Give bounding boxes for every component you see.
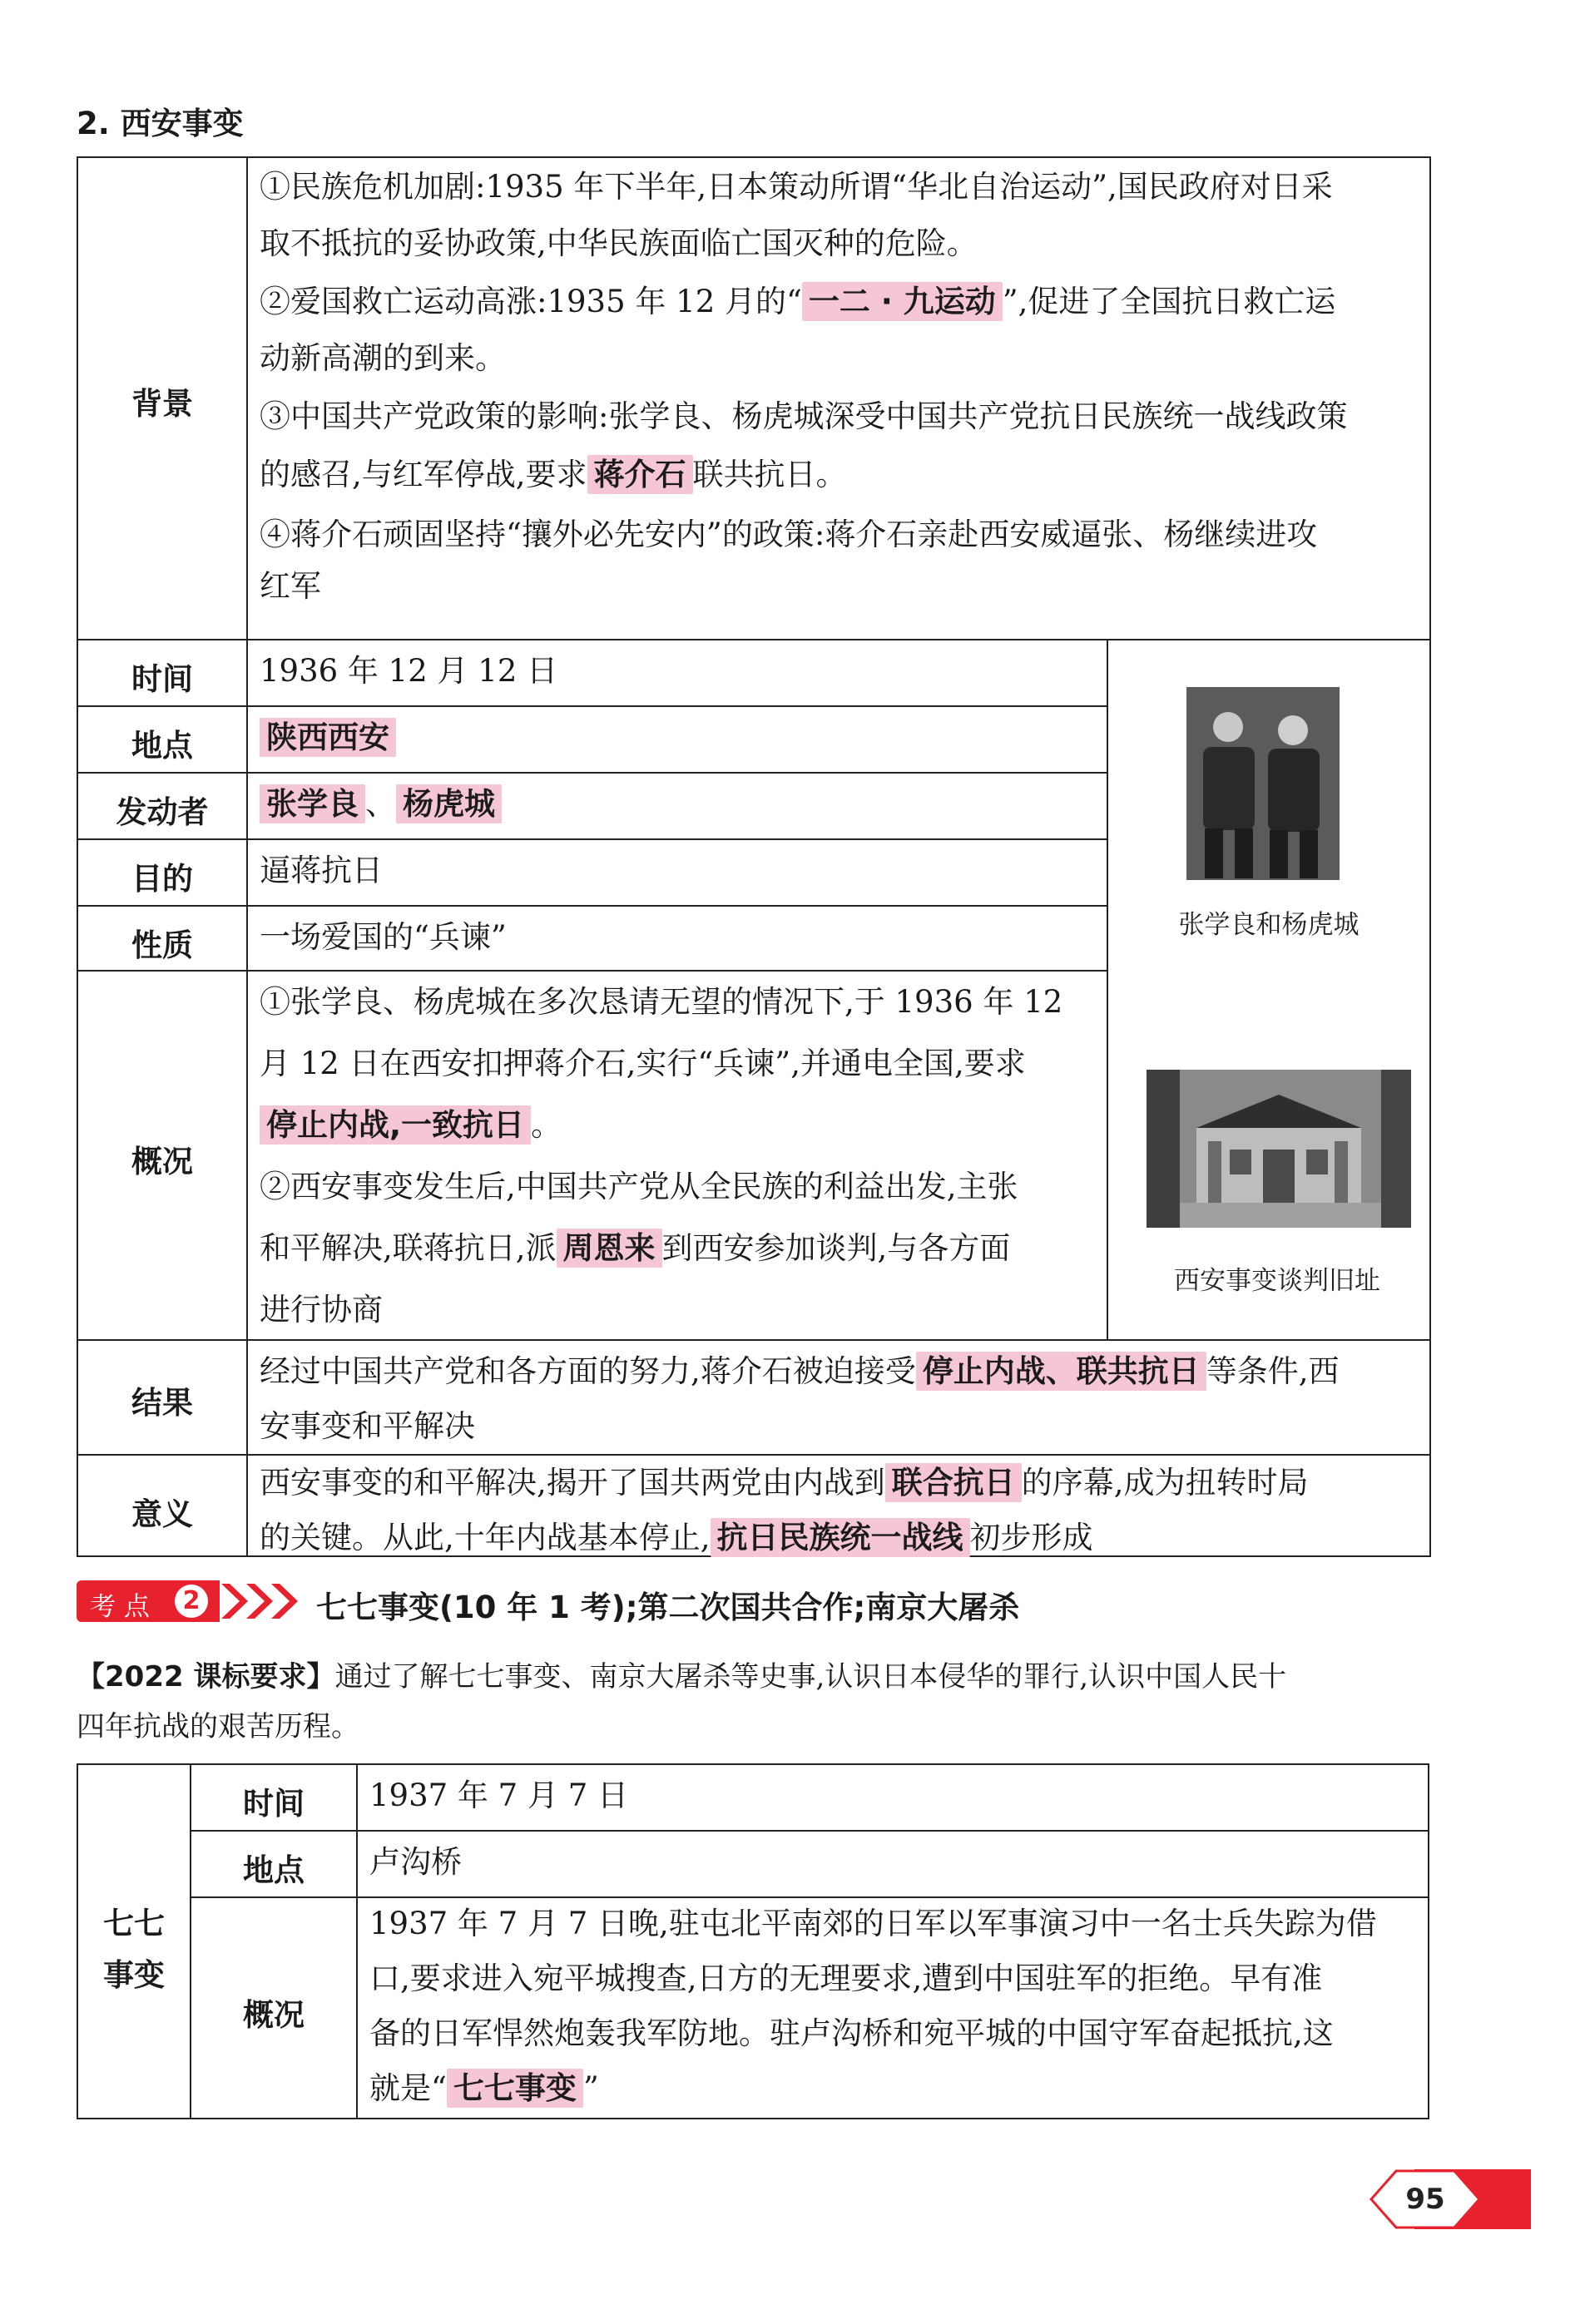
time-value: 1936 年 12 月 12 日 xyxy=(260,653,558,689)
july7-group-line1: 七七 xyxy=(103,1906,165,1941)
july7-overview-l4-post: ” xyxy=(582,2070,599,2106)
july7-overview-line2: 口,要求进入宛平城搜查,日方的无理要求,遭到中国驻军的拒绝。早有准 xyxy=(369,1961,1323,1996)
kaodian-badge xyxy=(77,1580,220,1622)
highlight-stop-civil-war: 停止内战,一致抗日 xyxy=(260,1105,531,1145)
result-pre: 经过中国共产党和各方面的努力,蒋介石被迫接受 xyxy=(260,1353,916,1389)
overview-line1: ①张学良、杨虎城在多次恳请无望的情况下,于 1936 年 12 xyxy=(260,984,1063,1020)
purpose-value: 逼蒋抗日 xyxy=(260,853,383,888)
photo-zhang-yang-caption: 张学良和杨虎城 xyxy=(1178,910,1360,940)
section-title: 2. 西安事变 xyxy=(77,106,244,141)
highlight-zhang-xueliang: 张学良 xyxy=(260,784,365,823)
requirement-text-line1: 通过了解七七事变、南京大屠杀等史事,认识日本侵华的罪行,认识中国人民十 xyxy=(334,1660,1287,1694)
photo-negotiation-site xyxy=(1147,1070,1411,1228)
july7-group-line2: 事变 xyxy=(103,1957,165,1993)
curriculum-requirement xyxy=(77,1647,1441,1757)
background-header: 背景 xyxy=(131,386,193,422)
page-number: 95 xyxy=(1405,2183,1445,2216)
result-content xyxy=(260,1341,1424,1457)
table1-photo-divider xyxy=(1107,639,1108,1339)
overview-header: 概况 xyxy=(131,1144,193,1179)
overview-line4: ②西安事变发生后,中国共产党从全民族的利益出发,主张 xyxy=(260,1169,1018,1204)
time-header: 时间 xyxy=(131,661,193,697)
background-p2-pre: ②爱国救亡运动高涨:1935 年 12 月的“ xyxy=(260,284,802,319)
significance-content xyxy=(260,1452,1424,1569)
place-header: 地点 xyxy=(131,728,193,764)
requirement-label: 【2022 课标要求】 xyxy=(77,1660,335,1694)
july7-time-header: 时间 xyxy=(243,1786,305,1822)
kaodian-title: 七七事变(10 年 1 考);第二次国共合作;南京大屠杀 xyxy=(316,1590,1020,1625)
highlight-yang-hucheng: 杨虎城 xyxy=(396,784,502,823)
july7-overview-line3: 备的日军悍然炮轰我军防地。驻卢沟桥和宛平城的中国守军奋起抵抗,这 xyxy=(369,2015,1334,2051)
table1-row-divider xyxy=(77,772,1108,774)
july7-overview-header: 概况 xyxy=(243,1997,305,2033)
table1-row-divider xyxy=(77,838,1108,840)
kaodian-number: 2 xyxy=(175,1585,208,1618)
kaodian-label: 考 点 xyxy=(90,1592,150,1622)
overview-line5-post: 到西安参加谈判,与各方面 xyxy=(661,1230,1011,1266)
photo-negotiation-site-building xyxy=(1147,1070,1411,1228)
result-post: 等条件,西 xyxy=(1206,1353,1340,1389)
overview-line2: 月 12 日在西安扣押蒋介石,实行“兵谏”,并通电全国,要求 xyxy=(260,1046,1026,1081)
background-p3-line2 xyxy=(260,444,1424,506)
highlight-july7-incident: 七七事变 xyxy=(447,2069,583,2108)
overview-line5 xyxy=(260,1218,1100,1279)
overview-line6: 进行协商 xyxy=(260,1292,383,1328)
background-p3-line1: ③中国共产党政策的影响:张学良、杨虎城深受中国共产党抗日民族统一战线政策 xyxy=(260,398,1348,434)
background-p1-line2: 取不抵抗的妥协政策,中华民族面临亡国灭种的危险。 xyxy=(260,225,978,261)
background-p4-line1: ④蒋介石顽固坚持“攘外必先安内”的政策:蒋介石亲赴西安威逼张、杨继续进攻 xyxy=(260,517,1318,552)
initiators-value xyxy=(260,774,502,835)
result-header: 结果 xyxy=(131,1385,193,1421)
purpose-header: 目的 xyxy=(131,861,193,897)
background-p2-post: ”,促进了全国抗日救亡运 xyxy=(1002,284,1336,319)
table1-col-divider xyxy=(246,156,248,1557)
nature-value: 一场爱国的“兵谏” xyxy=(260,919,507,955)
july7-time-value: 1937 年 7 月 7 日 xyxy=(369,1778,629,1813)
background-p2-line1 xyxy=(260,271,1424,333)
overview-line3-post: 。 xyxy=(531,1107,562,1143)
table1-row-divider xyxy=(77,905,1108,907)
highlight-stop-war-unite: 停止内战、联共抗日 xyxy=(916,1352,1206,1391)
table1-row-divider xyxy=(77,705,1108,707)
requirement-text-line2: 四年抗战的艰苦历程。 xyxy=(77,1710,359,1743)
place-value xyxy=(260,707,396,769)
photo-zhang-yang xyxy=(1186,687,1340,880)
initiators-header: 发动者 xyxy=(116,794,209,830)
highlight-shaanxi-xian: 陕西西安 xyxy=(260,718,396,757)
table2-col-divider xyxy=(356,1763,358,2119)
july7-overview-content xyxy=(369,1896,1423,2116)
highlight-yi-er-jiu: 一二 · 九运动 xyxy=(802,282,1003,321)
significance-pre: 西安事变的和平解决,揭开了国共两党由内战到 xyxy=(260,1465,885,1501)
result-line2: 安事变和平解决 xyxy=(260,1408,475,1444)
nature-header: 性质 xyxy=(131,927,193,963)
background-content xyxy=(260,156,1424,617)
background-p2-line2: 动新高潮的到来。 xyxy=(260,340,506,376)
significance-line2 xyxy=(260,1507,1424,1569)
significance-l2-post: 初步形成 xyxy=(969,1520,1093,1555)
july7-overview-line4 xyxy=(369,2061,1423,2116)
significance-line1 xyxy=(260,1452,1424,1514)
significance-post: 的序幕,成为扭转时局 xyxy=(1021,1465,1309,1501)
initiators-separator: 、 xyxy=(365,786,396,822)
july7-place-header: 地点 xyxy=(243,1852,305,1888)
july7-overview-line1: 1937 年 7 月 7 日晚,驻屯北平南郊的日军以军事演习中一名士兵失踪为借 xyxy=(369,1906,1377,1941)
july7-overview-l4-pre: 就是“ xyxy=(369,2070,447,2106)
significance-header: 意义 xyxy=(131,1496,193,1532)
background-p1-line1: ①民族危机加剧:1935 年下半年,日本策动所谓“华北自治运动”,国民政府对日采 xyxy=(260,169,1333,205)
overview-line5-pre: 和平解决,联蒋抗日,派 xyxy=(260,1230,557,1266)
photo-zhang-yang-figure xyxy=(1186,687,1340,880)
result-line1 xyxy=(260,1341,1424,1402)
photo-negotiation-caption: 西安事变谈判旧址 xyxy=(1174,1266,1380,1296)
highlight-zhou-enlai: 周恩来 xyxy=(557,1229,662,1268)
highlight-joint-resistance: 联合抗日 xyxy=(885,1463,1022,1502)
background-p3-pre: 的感召,与红军停战,要求 xyxy=(260,457,587,492)
highlight-jiang-jieshi: 蒋介石 xyxy=(587,455,693,494)
background-p4-line2: 红军 xyxy=(260,568,321,604)
kaodian-arrows-icon xyxy=(221,1580,305,1622)
july7-group-header xyxy=(78,1898,190,2001)
overview-line3 xyxy=(260,1095,1100,1156)
july7-place-value: 卢沟桥 xyxy=(369,1844,462,1880)
highlight-united-front: 抗日民族统一战线 xyxy=(711,1518,970,1557)
overview-content xyxy=(260,972,1100,1341)
background-p3-post: 联共抗日。 xyxy=(692,457,847,492)
significance-l2-pre: 的关键。从此,十年内战基本停止, xyxy=(260,1520,711,1555)
